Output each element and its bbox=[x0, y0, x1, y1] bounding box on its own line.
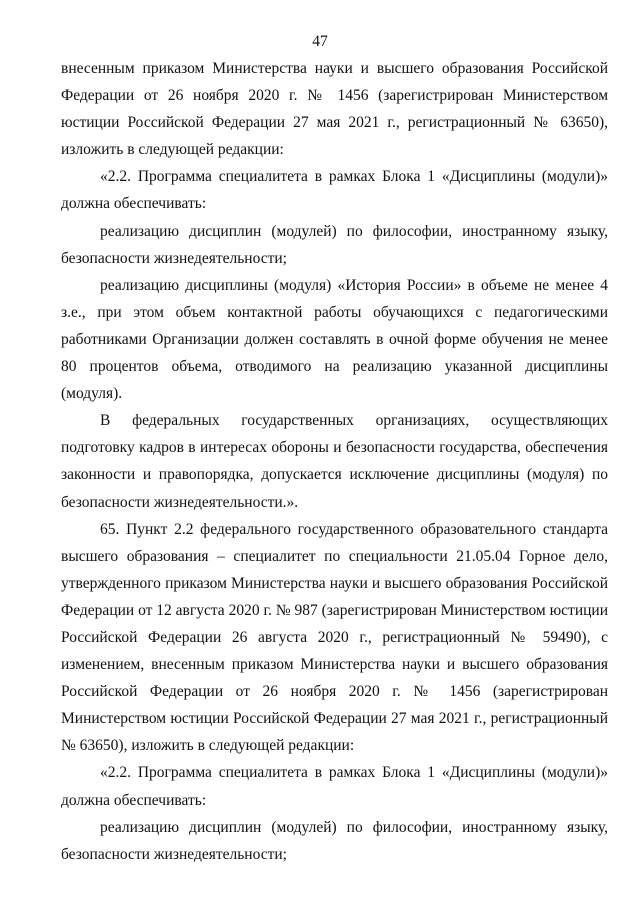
paragraph-disciplines-repeat: реализацию дисциплин (модулей) по философии, иностранному языку, безопасности жизнедеятельности; bbox=[61, 818, 608, 863]
paragraph-federal-organizations: В федеральных государственных организациях, осуществляющих подготовку кадров в интересах обороны и безопасности государства, обеспечения законности и правопорядка, допускается исключение дисциплины (модуля) по безопасности жизнедеятельности.». bbox=[61, 412, 608, 511]
document-body bbox=[61, 55, 608, 868]
paragraph-program-clause-repeat: «2.2. Программа специалитета в рамках Блока 1 «Дисциплины (модули)» должна обеспечивать: bbox=[61, 764, 608, 809]
paragraph-item-65: 65. Пункт 2.2 федерального государственного образовательного стандарта высшего образования – специалитет по специальности 21.05.04 Горное дело, утвержденного приказом Министерства науки и высшего образования Российской Федерации от 12 августа 2020 г. № 987 (зарегистрирован Министерством юстиции Российской Федерации 26 августа 2020 г., регистрационный № 59490), с изменением, внесенным приказом Министерства науки и высшего образования Российской Федерации от 26 ноября 2020 г. № 1456 (зарегистрирован Министерством юстиции Российской Федерации 27 мая 2021 г., регистрационный № 63650), изложить в следующей редакции: bbox=[61, 520, 608, 755]
paragraph-disciplines: реализацию дисциплин (модулей) по философии, иностранному языку, безопасности жизнедеятельности; bbox=[61, 222, 608, 267]
paragraph-program-clause: «2.2. Программа специалитета в рамках Блока 1 «Дисциплины (модули)» должна обеспечивать: bbox=[61, 168, 608, 213]
page-number: 47 bbox=[312, 33, 328, 50]
paragraph-continuation: внесенным приказом Министерства науки и высшего образования Российской Федерации от 26 ноября 2020 г. № 1456 (зарегистрирован Министерством юстиции Российской Федерации 27 мая 2021 г., регистрационный № 63650), изложить в следующей редакции: bbox=[61, 60, 608, 159]
paragraph-history-of-russia: реализацию дисциплины (модуля) «История России» в объеме не менее 4 з.е., при этом объем контактной работы обучающихся с педагогическими работниками Организации должен составлять в очной форме обучения не менее 80 процентов объема, отводимого на реализацию указанной дисциплины (модуля). bbox=[61, 276, 608, 403]
